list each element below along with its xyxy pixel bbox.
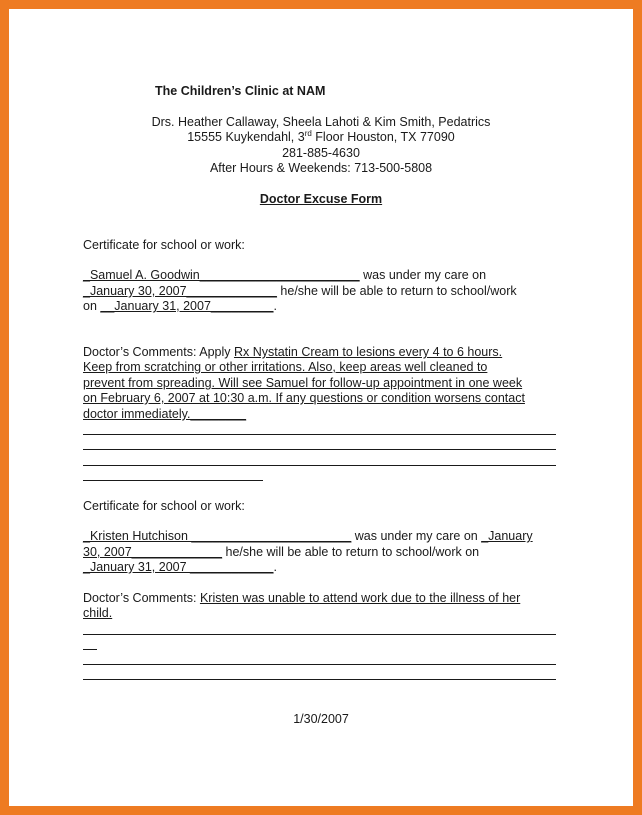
cert1-comments-line2: Keep from scratching or other irritations. Also, keep areas well cleaned to — [83, 360, 488, 374]
cert1-care-date: _January 30, 2007_____________ — [83, 284, 277, 298]
form-title: Doctor Excuse Form — [259, 192, 383, 206]
cert1-line2: _January 30, 2007_____________ he/she will be able to return to school/work — [83, 284, 517, 298]
cert1-comments-line3: prevent from spreading. Will see Samuel for follow-up appointment in one week — [83, 376, 523, 390]
cert1-return-date: __January 31, 2007_________ — [100, 299, 274, 313]
clinic-phone: 281-885-4630 — [282, 146, 360, 160]
blank-line — [83, 679, 556, 680]
cert2-comments-line1: Doctor’s Comments: Kristen was unable to attend work due to the illness of her — [83, 591, 521, 605]
cert1-comments-line4: on February 6, 2007 at 10:30 a.m. If any questions or condition worsens contact — [83, 391, 525, 405]
blank-line — [83, 434, 556, 435]
blank-line — [83, 664, 556, 665]
blank-line — [83, 449, 556, 450]
cert2-comments-line2: child. — [83, 606, 113, 620]
footer-date: 1/30/2007 — [293, 712, 349, 726]
cert2-line2: 30, 2007_____________ he/she will be able to return to school/work on — [83, 545, 480, 559]
blank-line — [83, 480, 263, 481]
clinic-name: The Children’s Clinic at NAM — [155, 84, 326, 98]
cert1-line3: on __January 31, 2007_________. — [83, 299, 277, 313]
cert1-comments-line1: Doctor’s Comments: Apply Rx Nystatin Cream to lesions every 4 to 6 hours. — [83, 345, 503, 359]
blank-line — [83, 649, 97, 650]
cert1-patient-name: _Samuel A. Goodwin_______________________ — [83, 268, 360, 282]
cert2-care-date: 30, 2007_____________ — [83, 545, 223, 559]
cert2-patient-name: _Kristen Hutchison _______________________ — [83, 529, 352, 543]
cert2-return-date: _January 31, 2007 — [83, 560, 191, 574]
cert2-heading: Certificate for school or work: — [83, 499, 245, 513]
cert2-line3: _January 31, 2007 ____________. — [83, 560, 277, 574]
cert2-line1: _Kristen Hutchison _______________________ was under my care on _January — [83, 529, 533, 543]
cert1-heading: Certificate for school or work: — [83, 238, 245, 252]
cert1-line1: _Samuel A. Goodwin_______________________ was under my care on — [83, 268, 487, 282]
cert1-comments-line5: doctor immediately.________ — [83, 407, 247, 421]
clinic-doctors: Drs. Heather Callaway, Sheela Lahoti & Kim Smith, Pedatrics — [151, 115, 491, 129]
blank-line — [83, 465, 556, 466]
clinic-address: 15555 Kuykendahl, 3rd Floor Houston, TX 77090 — [187, 128, 455, 144]
clinic-after-hours: After Hours & Weekends: 713-500-5808 — [209, 161, 433, 175]
blank-line — [83, 634, 556, 635]
